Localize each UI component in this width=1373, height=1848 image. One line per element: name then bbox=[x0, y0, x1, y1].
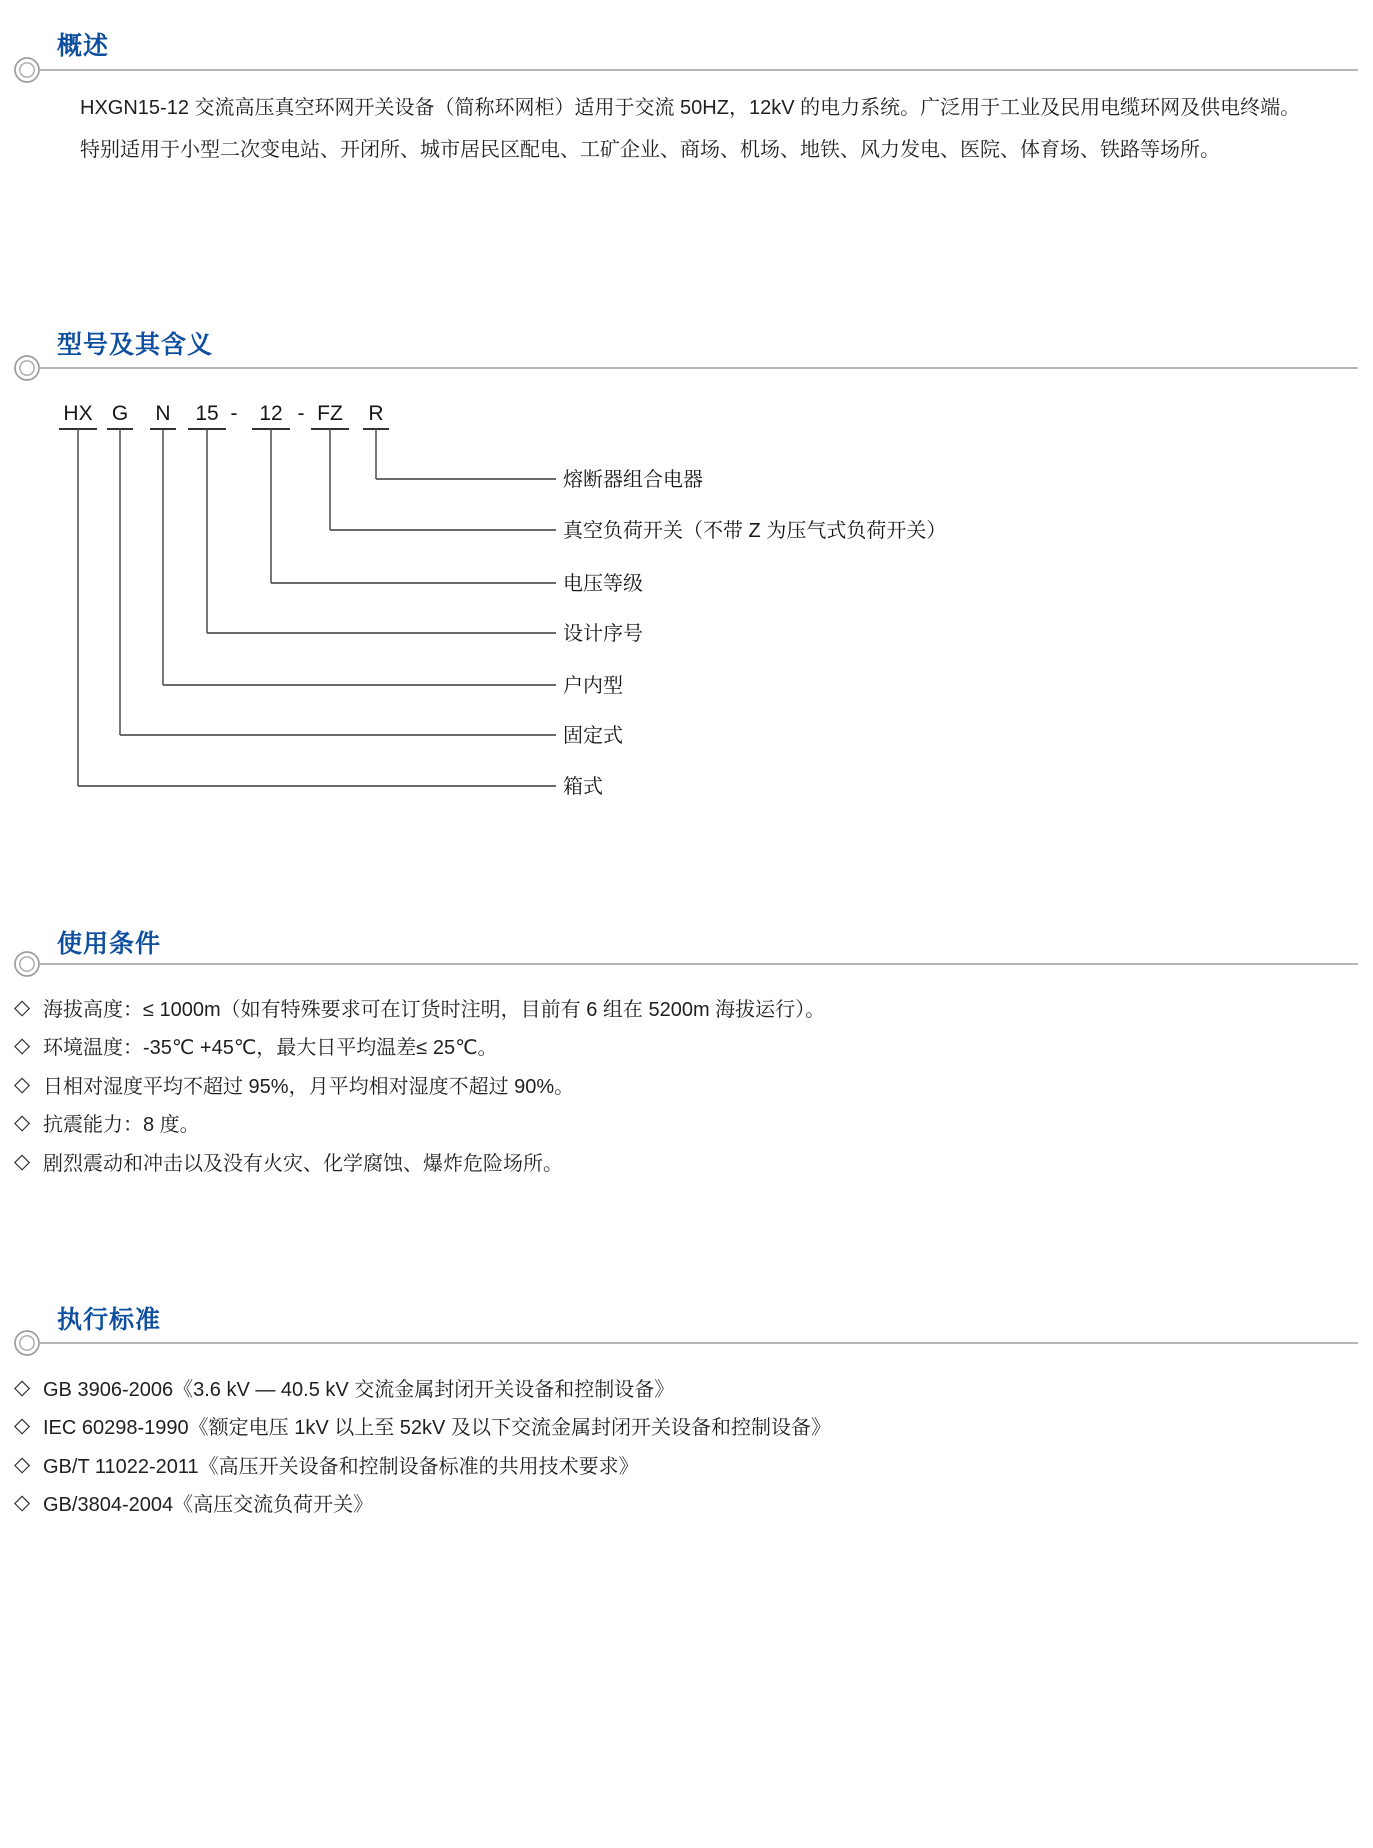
bullet-item bbox=[14, 1104, 1354, 1143]
section-title-conditions: 使用条件 bbox=[57, 930, 162, 958]
diamond-bullet-icon: ◇ bbox=[14, 1111, 31, 1135]
diagram-label: 箱式 bbox=[563, 776, 603, 798]
diagram-label: 电压等级 bbox=[563, 573, 643, 595]
bullet-item bbox=[14, 1445, 1354, 1484]
diagram-label: 户内型 bbox=[563, 675, 623, 697]
model-diagram bbox=[0, 0, 1373, 850]
diagram-label: 设计序号 bbox=[563, 623, 643, 645]
section-title-model: 型号及其含义 bbox=[57, 331, 214, 359]
bullet-item bbox=[14, 1484, 1354, 1523]
diamond-bullet-icon: ◇ bbox=[14, 1375, 31, 1399]
usage-conditions-list bbox=[14, 988, 1354, 1181]
bullet-item bbox=[14, 1368, 1354, 1407]
overview-paragraph: 特别适用于小型二次变电站、开闭所、城市居民区配电、工矿企业、商场、机场、地铁、风力发电、医院、体育场、铁路等场所。 bbox=[80, 139, 1220, 161]
section-marker-icon bbox=[12, 949, 42, 979]
bullet-text: 抗震能力：8 度。 bbox=[43, 1114, 200, 1137]
bullet-text: 日相对湿度平均不超过 95%，月平均相对湿度不超过 90%。 bbox=[43, 1075, 575, 1098]
diamond-bullet-icon: ◇ bbox=[14, 1034, 31, 1058]
model-code-text: HX bbox=[63, 402, 93, 425]
diagram-label: 固定式 bbox=[563, 725, 623, 747]
model-code-text: - bbox=[297, 402, 305, 425]
overview-paragraph: HXGN15-12 交流高压真空环网开关设备（简称环网柜）适用于交流 50HZ，12kV 的电力系统。广泛用于工业及民用电缆环网及供电终端。 bbox=[80, 97, 1301, 119]
section-rule bbox=[40, 963, 1358, 965]
model-code-text: R bbox=[368, 402, 384, 425]
bullet-item bbox=[14, 1407, 1354, 1446]
section-marker-icon bbox=[12, 1328, 42, 1358]
diamond-bullet-icon: ◇ bbox=[14, 1452, 31, 1476]
diamond-bullet-icon: ◇ bbox=[14, 1414, 31, 1438]
bullet-item bbox=[14, 1142, 1354, 1181]
diamond-bullet-icon: ◇ bbox=[14, 995, 31, 1019]
bullet-text: 环境温度：-35℃ +45℃，最大日平均温差≤ 25℃。 bbox=[43, 1037, 498, 1060]
section-title-overview: 概述 bbox=[57, 32, 110, 60]
bullet-text: GB/T 11022-2011《高压开关设备和控制设备标准的共用技术要求》 bbox=[43, 1455, 639, 1478]
standards-list bbox=[14, 1368, 1354, 1522]
section-rule bbox=[40, 1342, 1358, 1344]
diamond-bullet-icon: ◇ bbox=[14, 1491, 31, 1515]
bullet-text: 剧烈震动和冲击以及没有火灾、化学腐蚀、爆炸危险场所。 bbox=[43, 1152, 563, 1175]
model-code-text: N bbox=[155, 402, 171, 425]
bullet-item bbox=[14, 988, 1354, 1027]
diamond-bullet-icon: ◇ bbox=[14, 1149, 31, 1173]
model-code-text: - bbox=[230, 402, 238, 425]
diamond-bullet-icon: ◇ bbox=[14, 1072, 31, 1096]
diagram-label: 熔断器组合电器 bbox=[563, 469, 703, 491]
model-code-text: FZ bbox=[317, 402, 343, 425]
diagram-label: 真空负荷开关（不带 Z 为压气式负荷开关） bbox=[563, 520, 947, 542]
bullet-text: GB/3804-2004《高压交流负荷开关》 bbox=[43, 1494, 374, 1517]
bullet-item bbox=[14, 1065, 1354, 1104]
model-code-text: 12 bbox=[259, 402, 283, 425]
bullet-text: 海拔高度：≤ 1000m（如有特殊要求可在订货时注明，目前有 6 组在 5200m 海拔运行）。 bbox=[43, 998, 826, 1021]
bullet-text: IEC 60298-1990《额定电压 1kV 以上至 52kV 及以下交流金属封闭开关设备和控制设备》 bbox=[43, 1417, 831, 1440]
bullet-text: GB 3906-2006《3.6 kV — 40.5 kV 交流金属封闭开关设备和控制设备》 bbox=[43, 1378, 675, 1401]
section-title-standards: 执行标准 bbox=[57, 1306, 162, 1334]
model-code-text: G bbox=[111, 402, 129, 425]
bullet-item bbox=[14, 1027, 1354, 1066]
model-code-text: 15 bbox=[195, 402, 219, 425]
